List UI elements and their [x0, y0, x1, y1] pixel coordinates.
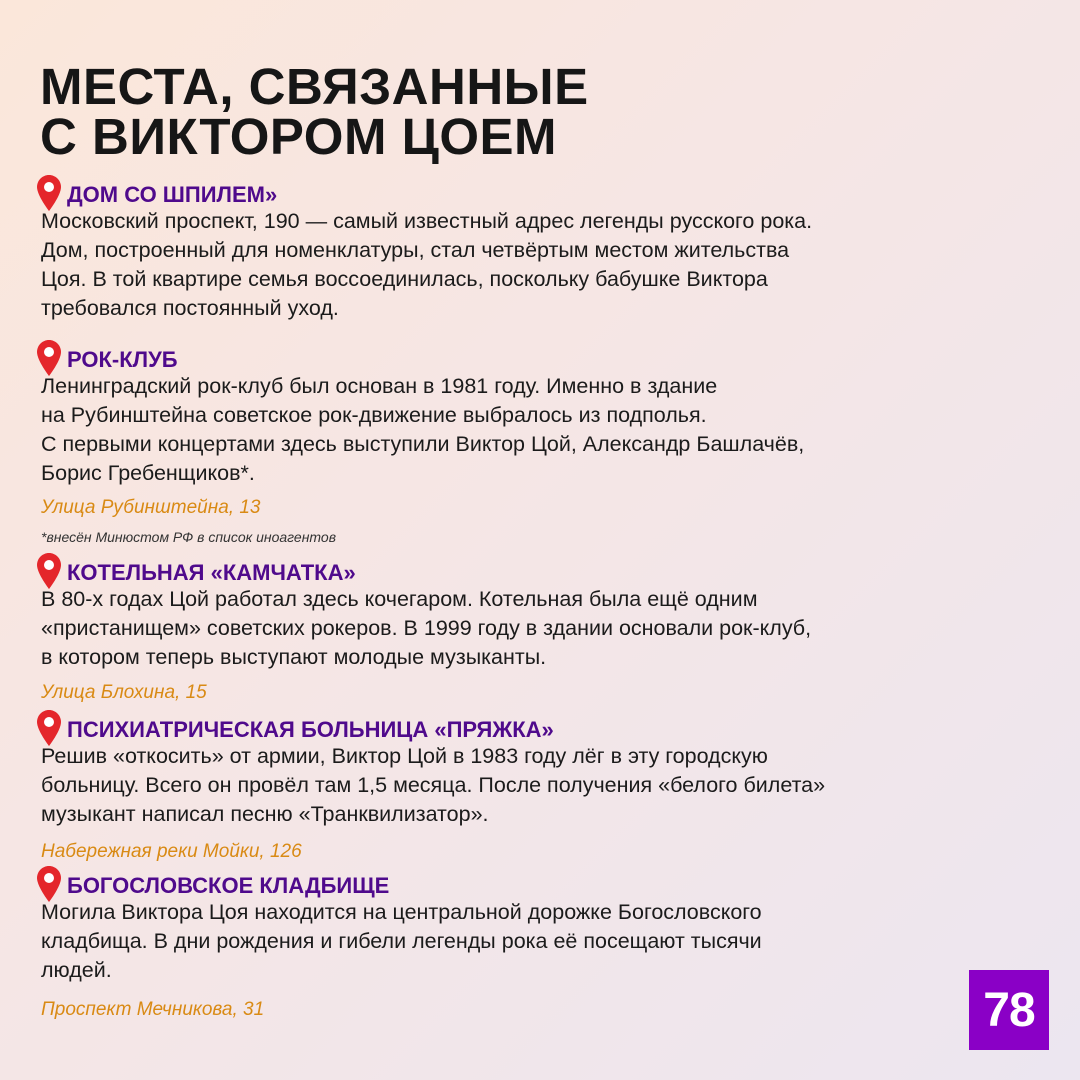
place-description: Ленинградский рок-клуб был основан в 1981 году. Именно в здание на Рубинштейна советское рок-движение выбралось из подполья. С первыми концертами здесь выступили Виктор Цой, Александр Башлачёв, Борис Гребенщиков*.	[41, 374, 805, 485]
footnote: *внесён Минюстом РФ в список иноагентов	[41, 529, 336, 545]
place-address: Улица Блохина, 15	[41, 682, 207, 703]
place-title: БОГОСЛОВСКОЕ КЛАДБИЩЕ	[67, 873, 390, 898]
place-description: Московский проспект, 190 — самый известный адрес легенды русского рока. Дом, построенный для номенклатуры, стал четвёртым местом жительства Цоя. В той квартире семья воссоединилась, поскольку бабушке Виктора требовался постоянный уход.	[41, 209, 813, 320]
place-title: ПСИХИАТРИЧЕСКАЯ БОЛЬНИЦА «ПРЯЖКА»	[67, 717, 554, 742]
page-title: МЕСТА, СВЯЗАННЫЕ С ВИКТОРОМ ЦОЕМ	[40, 58, 589, 165]
place-title: КОТЕЛЬНАЯ «КАМЧАТКА»	[67, 560, 356, 585]
place-description: Решив «откосить» от армии, Виктор Цой в 1983 году лёг в эту городскую больницу. Всего он провёл там 1,5 месяца. После получения «белого билета» музыкант написал песню «Транквилизатор».	[41, 744, 826, 826]
place-description: В 80-х годах Цой работал здесь кочегаром. Котельная была ещё одним «пристанищем» советских рокеров. В 1999 году в здании основали рок-клуб, в котором теперь выступают молодые музыканты.	[41, 587, 812, 669]
place-address: Набережная реки Мойки, 126	[41, 841, 302, 862]
place-address: Улица Рубинштейна, 13	[41, 497, 261, 518]
place-address: Проспект Мечникова, 31	[41, 999, 265, 1020]
place-title: ДОМ СО ШПИЛЕМ»	[67, 182, 278, 207]
brand-logo: 78	[969, 970, 1049, 1050]
place-title: РОК-КЛУБ	[67, 347, 178, 372]
place-description: Могила Виктора Цоя находится на центральной дорожке Богословского кладбища. В дни рождения и гибели легенды рока её посещают тысячи людей.	[41, 900, 762, 982]
